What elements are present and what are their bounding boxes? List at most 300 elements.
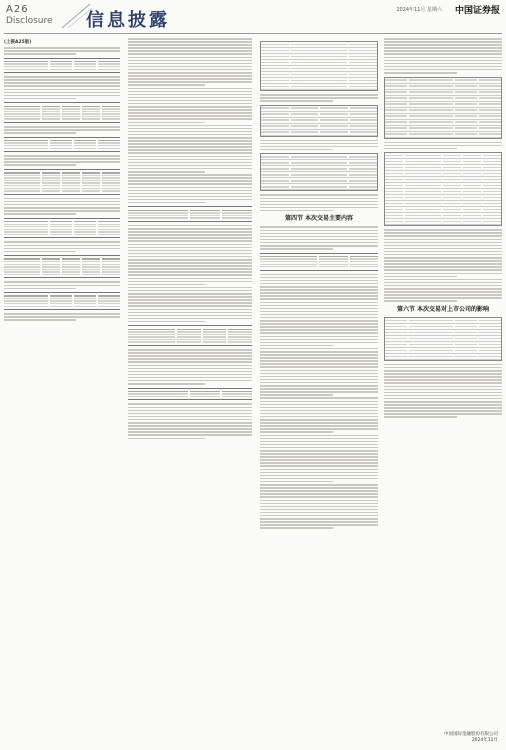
- text-line: [128, 410, 252, 412]
- text-line: [128, 152, 252, 154]
- text-line: [260, 357, 378, 359]
- table-cell: [62, 269, 80, 270]
- table-row: [4, 61, 120, 62]
- table-cell: [405, 203, 441, 204]
- signature-block: [444, 732, 498, 744]
- text-line: [128, 431, 252, 433]
- text-line: [384, 269, 502, 271]
- text-line: [4, 210, 120, 212]
- text-line: [128, 296, 252, 298]
- text-line: [384, 245, 502, 247]
- text-line: [260, 348, 378, 350]
- text-line: [260, 518, 378, 520]
- table-cell: [128, 210, 188, 211]
- text-line: [384, 239, 502, 241]
- text-line: [384, 297, 502, 299]
- text-line: [260, 413, 378, 415]
- table-cell: [4, 261, 40, 262]
- text-line: [128, 171, 205, 173]
- text-line: [128, 97, 252, 99]
- table-cell: [82, 177, 100, 178]
- table-cell: [98, 306, 120, 307]
- table-row: [4, 266, 120, 267]
- text-line: [128, 284, 205, 286]
- text-line: [128, 419, 252, 421]
- text-line: [128, 143, 252, 145]
- table-cell: [190, 396, 220, 397]
- text-line: [128, 106, 252, 108]
- text-line: [260, 456, 378, 458]
- table-row: [128, 339, 252, 340]
- table-cell: [455, 332, 477, 333]
- text-line: [128, 265, 252, 267]
- table-cell: [385, 179, 403, 180]
- table-row: [4, 145, 120, 146]
- text-line: [4, 207, 120, 209]
- text-line: [260, 453, 378, 455]
- text-line: [260, 401, 378, 403]
- text-line: [260, 376, 378, 378]
- text-line: [260, 524, 378, 526]
- table-cell: [4, 182, 40, 183]
- table-cell: [479, 344, 501, 345]
- table-cell: [479, 85, 501, 86]
- text-line: [260, 245, 378, 247]
- table-cell: [455, 356, 477, 357]
- text-line: [260, 339, 378, 341]
- table-cell: [291, 50, 347, 51]
- text-line: [128, 75, 252, 77]
- table-cell: [98, 63, 120, 64]
- party-info-table: [260, 41, 378, 91]
- table-row: [4, 69, 120, 70]
- table-row: [4, 66, 120, 67]
- table-cell: [291, 162, 347, 163]
- text-line: [384, 282, 502, 284]
- text-line: [128, 202, 205, 204]
- text-line: [384, 401, 502, 403]
- text-line: [384, 254, 502, 256]
- table-cell: [4, 264, 40, 265]
- text-line: [128, 383, 205, 385]
- table-cell: [455, 320, 477, 321]
- financial-table: [4, 255, 120, 278]
- text-line: [384, 379, 502, 381]
- text-line: [128, 299, 252, 301]
- table-cell: [349, 180, 377, 181]
- text-line: [128, 247, 252, 249]
- table-cell: [42, 264, 60, 265]
- table-cell: [483, 161, 501, 162]
- table-cell: [261, 119, 289, 120]
- table-cell: [4, 172, 40, 173]
- table-cell: [4, 190, 40, 191]
- transaction-table: [128, 388, 252, 401]
- text-line: [4, 47, 120, 49]
- text-line: [128, 368, 252, 370]
- table-cell: [102, 106, 120, 107]
- table-row: [4, 111, 120, 112]
- table-cell: [82, 111, 100, 112]
- table-cell: [409, 356, 453, 357]
- table-cell: [350, 113, 378, 114]
- table-row: [4, 229, 120, 230]
- text-line: [4, 313, 120, 315]
- table-row: [385, 219, 501, 225]
- table-row: [4, 226, 120, 227]
- table-cell: [409, 127, 453, 128]
- table-cell: [385, 155, 403, 156]
- table-cell: [260, 261, 317, 262]
- text-line: [260, 351, 378, 353]
- table-cell: [42, 172, 60, 173]
- text-line: [128, 358, 252, 360]
- table-cell: [479, 356, 501, 357]
- text-line: [384, 291, 502, 293]
- text-line: [260, 416, 378, 418]
- table-row: [4, 113, 120, 114]
- table-row: [4, 269, 120, 270]
- text-line: [384, 50, 502, 52]
- financial-table: [4, 218, 120, 239]
- text-line: [260, 391, 378, 393]
- text-line: [128, 250, 252, 252]
- text-line: [260, 233, 378, 235]
- table-row: [128, 336, 252, 337]
- table-row: [128, 393, 252, 394]
- table-row: [385, 354, 501, 360]
- table-cell: [349, 68, 377, 69]
- text-line: [128, 349, 252, 351]
- text-line: [260, 419, 378, 421]
- text-line: [260, 462, 378, 464]
- table-row: [128, 331, 252, 332]
- table-row: [4, 221, 120, 222]
- text-line: [260, 314, 378, 316]
- table-cell: [42, 274, 60, 275]
- table-cell: [50, 140, 72, 141]
- table-cell: [291, 74, 347, 75]
- text-line: [128, 231, 252, 233]
- text-line: [4, 85, 120, 87]
- text-line: [128, 271, 252, 273]
- text-line: [260, 295, 378, 297]
- table-cell: [50, 66, 72, 67]
- table-cell: [405, 221, 441, 222]
- text-line: [128, 140, 252, 142]
- table-row: [4, 190, 120, 191]
- table-row: [4, 231, 120, 232]
- table-cell: [479, 97, 501, 98]
- table-cell: [349, 74, 377, 75]
- table-cell: [42, 177, 60, 178]
- table-row: [128, 212, 252, 213]
- table-cell: [74, 229, 96, 230]
- text-line: [128, 137, 252, 139]
- table-cell: [349, 156, 377, 157]
- table-cell: [4, 221, 48, 222]
- table-cell: [349, 62, 377, 63]
- table-cell: [98, 142, 120, 143]
- text-line: [260, 370, 378, 372]
- table-cell: [98, 224, 120, 225]
- text-line: [260, 487, 378, 489]
- text-line: [384, 416, 457, 418]
- text-line: [260, 410, 378, 412]
- table-cell: [62, 190, 80, 191]
- text-line: [384, 142, 502, 144]
- text-line: [260, 394, 333, 396]
- table-row: [128, 391, 252, 392]
- text-line: [4, 155, 120, 157]
- table-cell: [128, 396, 188, 397]
- text-line: [4, 319, 76, 321]
- table-row: [4, 172, 120, 173]
- text-line: [260, 140, 378, 142]
- table-cell: [98, 221, 120, 222]
- table-cell: [74, 61, 96, 62]
- table-cell: [42, 190, 60, 191]
- table-cell: [82, 180, 100, 181]
- table-cell: [82, 175, 100, 176]
- table-cell: [320, 119, 348, 120]
- table-cell: [222, 215, 252, 216]
- text-line: [4, 241, 120, 243]
- table-cell: [42, 188, 60, 189]
- table-row: [4, 116, 120, 117]
- table-cell: [385, 215, 403, 216]
- text-line: [260, 484, 378, 486]
- table-cell: [291, 107, 319, 108]
- text-line: [260, 329, 378, 331]
- table-cell: [222, 396, 252, 397]
- table-cell: [222, 391, 252, 392]
- table-cell: [385, 97, 407, 98]
- text-line: [4, 79, 120, 81]
- table-cell: [455, 350, 477, 351]
- text-line: [260, 441, 378, 443]
- table-cell: [463, 203, 481, 204]
- text-line: [128, 149, 252, 151]
- table-cell: [4, 148, 48, 149]
- table-cell: [190, 215, 220, 216]
- text-line: [260, 354, 378, 356]
- table-cell: [128, 212, 188, 213]
- table-cell: [102, 172, 120, 173]
- table-cell: [455, 91, 477, 92]
- table-cell: [405, 185, 441, 186]
- text-line: [128, 103, 252, 105]
- table-cell: [483, 167, 501, 168]
- table-cell: [463, 221, 481, 222]
- table-cell: [98, 229, 120, 230]
- table-cell: [291, 156, 347, 157]
- table-cell: [463, 167, 481, 168]
- table-cell: [455, 326, 477, 327]
- text-line: [384, 382, 502, 384]
- text-line: [384, 38, 502, 40]
- table-cell: [128, 329, 175, 330]
- table-cell: [74, 303, 96, 304]
- text-line: [384, 266, 502, 268]
- text-line: [128, 413, 252, 415]
- table-cell: [74, 63, 96, 64]
- table-cell: [62, 274, 80, 275]
- text-line: [128, 422, 252, 424]
- text-line: [128, 38, 252, 40]
- table-cell: [228, 336, 252, 337]
- table-cell: [203, 339, 227, 340]
- table-cell: [42, 185, 60, 186]
- table-cell: [409, 133, 453, 134]
- table-cell: [82, 108, 100, 109]
- table-cell: [350, 266, 379, 267]
- text-line: [128, 60, 252, 62]
- table-cell: [385, 191, 403, 192]
- table-cell: [463, 161, 481, 162]
- table-cell: [50, 300, 72, 301]
- table-cell: [319, 266, 348, 267]
- text-line: [128, 187, 252, 189]
- text-line: [4, 164, 76, 166]
- text-line: [4, 201, 120, 203]
- table-cell: [4, 106, 40, 107]
- table-cell: [82, 264, 100, 265]
- text-line: [260, 298, 378, 300]
- text-line: [260, 283, 378, 285]
- table-row: [4, 148, 120, 149]
- text-line: [128, 162, 252, 164]
- table-cell: [455, 79, 477, 80]
- table-row: [4, 177, 120, 178]
- text-line: [384, 413, 502, 415]
- table-cell: [385, 115, 407, 116]
- text-line: [384, 248, 502, 250]
- table-cell: [443, 185, 461, 186]
- table-row: [128, 329, 252, 330]
- table-cell: [190, 391, 220, 392]
- table-cell: [261, 68, 289, 69]
- table-cell: [4, 258, 40, 259]
- text-line: [260, 201, 378, 203]
- text-line: [260, 311, 378, 313]
- text-line: [128, 180, 252, 182]
- table-cell: [4, 295, 48, 296]
- table-cell: [4, 145, 48, 146]
- text-line: [384, 410, 502, 412]
- table-cell: [349, 186, 377, 187]
- table-row: [128, 334, 252, 335]
- table-cell: [62, 116, 80, 117]
- text-line: [128, 94, 252, 96]
- table-cell: [349, 80, 377, 81]
- signing-company: 中国国际金融股份有限公司: [444, 732, 498, 737]
- text-line: [384, 260, 502, 262]
- table-cell: [409, 109, 453, 110]
- text-line: [128, 407, 252, 409]
- table-cell: [177, 331, 201, 332]
- table-cell: [4, 266, 40, 267]
- table-cell: [98, 66, 120, 67]
- text-line: [128, 193, 252, 195]
- table-cell: [443, 203, 461, 204]
- text-line: [260, 239, 378, 241]
- text-line: [128, 416, 252, 418]
- issue-date: 2024年11月 星期六: [396, 7, 442, 13]
- table-cell: [261, 44, 289, 45]
- table-cell: [62, 182, 80, 183]
- table-cell: [98, 140, 120, 141]
- table-cell: [479, 320, 501, 321]
- table-cell: [463, 185, 481, 186]
- table-cell: [350, 264, 379, 265]
- table-cell: [291, 168, 347, 169]
- table-cell: [98, 231, 120, 232]
- text-line: [128, 352, 252, 354]
- table-cell: [4, 269, 40, 270]
- table-cell: [74, 140, 96, 141]
- text-line: [260, 496, 378, 498]
- table-cell: [260, 264, 317, 265]
- table-cell: [4, 66, 48, 67]
- header-rule: [4, 33, 502, 34]
- table-cell: [190, 210, 220, 211]
- table-cell: [4, 108, 40, 109]
- text-line: [384, 242, 502, 244]
- table-cell: [350, 258, 379, 259]
- text-line: [128, 434, 252, 436]
- table-cell: [483, 209, 501, 210]
- table-cell: [261, 86, 289, 87]
- text-line: [260, 515, 378, 517]
- table-cell: [291, 113, 319, 114]
- table-row: [4, 300, 120, 301]
- table-cell: [405, 161, 441, 162]
- table-cell: [443, 155, 461, 156]
- table-cell: [82, 188, 100, 189]
- table-cell: [385, 91, 407, 92]
- text-line: [128, 361, 252, 363]
- text-line: [260, 459, 378, 461]
- table-row: [128, 341, 252, 342]
- text-line: [260, 292, 378, 294]
- text-line: [128, 438, 205, 440]
- table-cell: [82, 261, 100, 262]
- table-cell: [74, 306, 96, 307]
- text-line: [128, 134, 252, 136]
- text-line: [384, 300, 457, 302]
- table-cell: [455, 85, 477, 86]
- table-cell: [4, 111, 40, 112]
- table-cell: [479, 350, 501, 351]
- table-cell: [74, 69, 96, 70]
- page-header: [0, 0, 506, 34]
- text-line: [260, 404, 378, 406]
- table-cell: [98, 61, 120, 62]
- table-cell: [409, 350, 453, 351]
- text-line: [384, 53, 502, 55]
- financial-table: [4, 137, 120, 153]
- text-line: [128, 66, 252, 68]
- table-cell: [102, 116, 120, 117]
- table-cell: [82, 190, 100, 191]
- table-cell: [260, 256, 317, 257]
- table-cell: [291, 86, 347, 87]
- table-cell: [190, 212, 220, 213]
- table-cell: [261, 168, 289, 169]
- text-line: [384, 148, 457, 150]
- text-line: [260, 431, 333, 433]
